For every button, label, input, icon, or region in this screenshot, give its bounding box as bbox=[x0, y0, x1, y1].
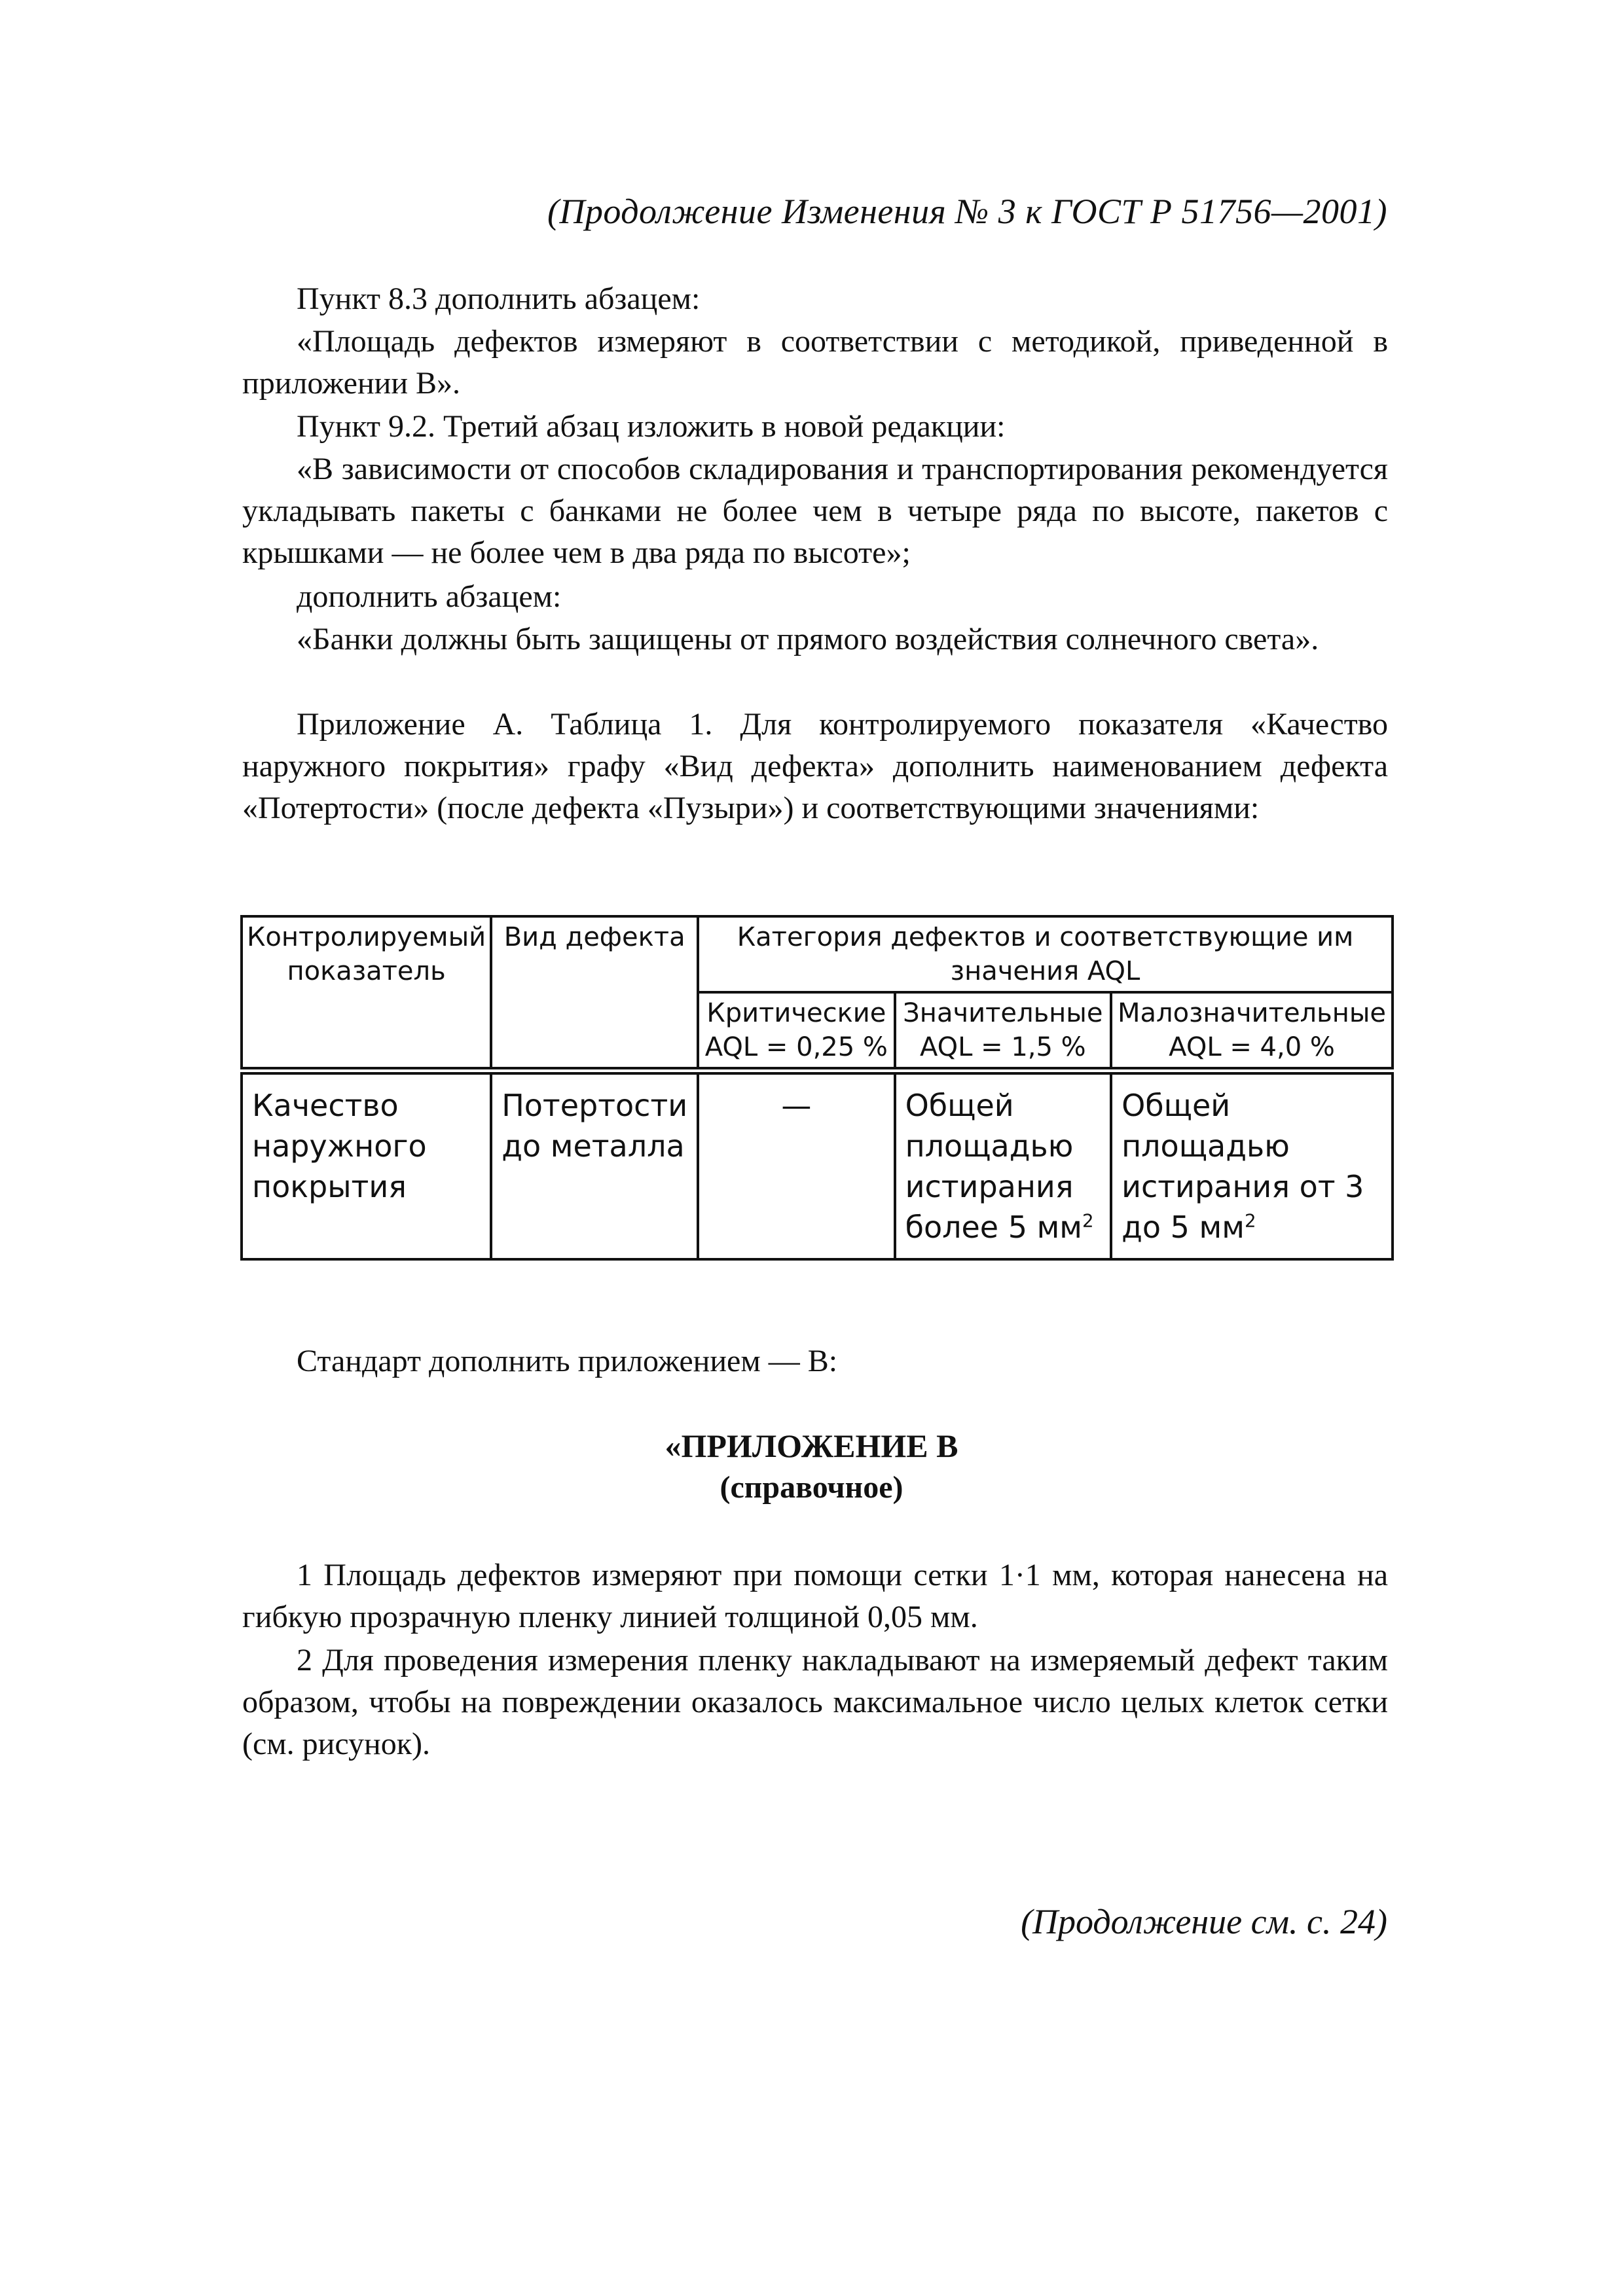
cell-significant-text: Общей площадью истирания более 5 мм bbox=[905, 1088, 1083, 1245]
paragraph-item-9-2: Пункт 9.2. Третий абзац изложить в новой редакции: bbox=[297, 409, 1006, 444]
paragraph-quote-storage: «В зависимости от способов складирования и транспортирования рекомендуется укладывать пакеты с банками не более чем в четыре ряда по высоте, пакетов с крышками — не более чем в два ряда по высоте»; bbox=[242, 452, 1388, 570]
header-significant: Значительные AQL = 1,5 % bbox=[895, 992, 1112, 1071]
defects-table bbox=[240, 915, 1394, 1261]
appendix-subtitle: (справочное) bbox=[720, 1470, 903, 1505]
cell-critical: — bbox=[698, 1071, 894, 1259]
standard-supplement-line: Стандарт дополнить приложением — В: bbox=[297, 1344, 838, 1378]
appendix-item-2: 2 Для проведения измерения пленку накладывают на измеряемый дефект таким образом, чтобы на повреждении оказалось максимальное число целых клеток сетки (см. рисунок). bbox=[242, 1643, 1388, 1761]
paragraph-add-note: дополнить абзацем: bbox=[297, 579, 562, 614]
paragraph-quote-defect-area: «Площадь дефектов измеряют в соответствии с методикой, приведенной в приложении В». bbox=[242, 324, 1388, 401]
appendix-title: «ПРИЛОЖЕНИЕ В bbox=[665, 1427, 958, 1464]
paragraph-item-8-3: Пункт 8.3 дополнить абзацем: bbox=[297, 281, 701, 316]
header-defect-type: Вид дефекта bbox=[491, 916, 698, 1071]
cell-indicator: Качество наружного покрытия bbox=[242, 1071, 491, 1259]
header-category-group: Категория дефектов и соответствующие им значения AQL bbox=[698, 916, 1393, 992]
header-minor: Малозначительные AQL = 4,0 % bbox=[1111, 992, 1393, 1071]
footer-continuation-note: (Продолжение см. с. 24) bbox=[1021, 1902, 1387, 1941]
cell-defect-type: Потертости до металла bbox=[491, 1071, 698, 1259]
appendix-item-1: 1 Площадь дефектов измеряют при помощи сетки 1·1 мм, которая нанесена на гибкую прозрачную пленку линией толщиной 0,05 мм. bbox=[242, 1558, 1388, 1634]
header-critical: Критические AQL = 0,25 % bbox=[698, 992, 894, 1071]
cell-significant-sup: 2 bbox=[1082, 1210, 1094, 1232]
header-indicator: Контролируемый показатель bbox=[242, 916, 491, 1071]
table-row bbox=[242, 1071, 1393, 1259]
cell-significant bbox=[895, 1071, 1112, 1259]
paragraph-quote-sunlight: «Банки должны быть защищены от прямого воздействия солнечного света». bbox=[297, 622, 1319, 656]
cell-minor bbox=[1111, 1071, 1393, 1259]
paragraph-appendix-a: Приложение А. Таблица 1. Для контролируемого показателя «Качество наружного покрытия» графу «Вид дефекта» дополнить наименованием дефекта «Потертости» (после дефекта «Пузыри») и соответствующими значениями: bbox=[242, 707, 1388, 825]
cell-minor-text: Общей площадью истирания от 3 до 5 мм bbox=[1122, 1088, 1364, 1245]
cell-minor-sup: 2 bbox=[1244, 1210, 1256, 1232]
header-continuation-note: (Продолжение Изменения № 3 к ГОСТ Р 51756—2001) bbox=[547, 192, 1387, 231]
